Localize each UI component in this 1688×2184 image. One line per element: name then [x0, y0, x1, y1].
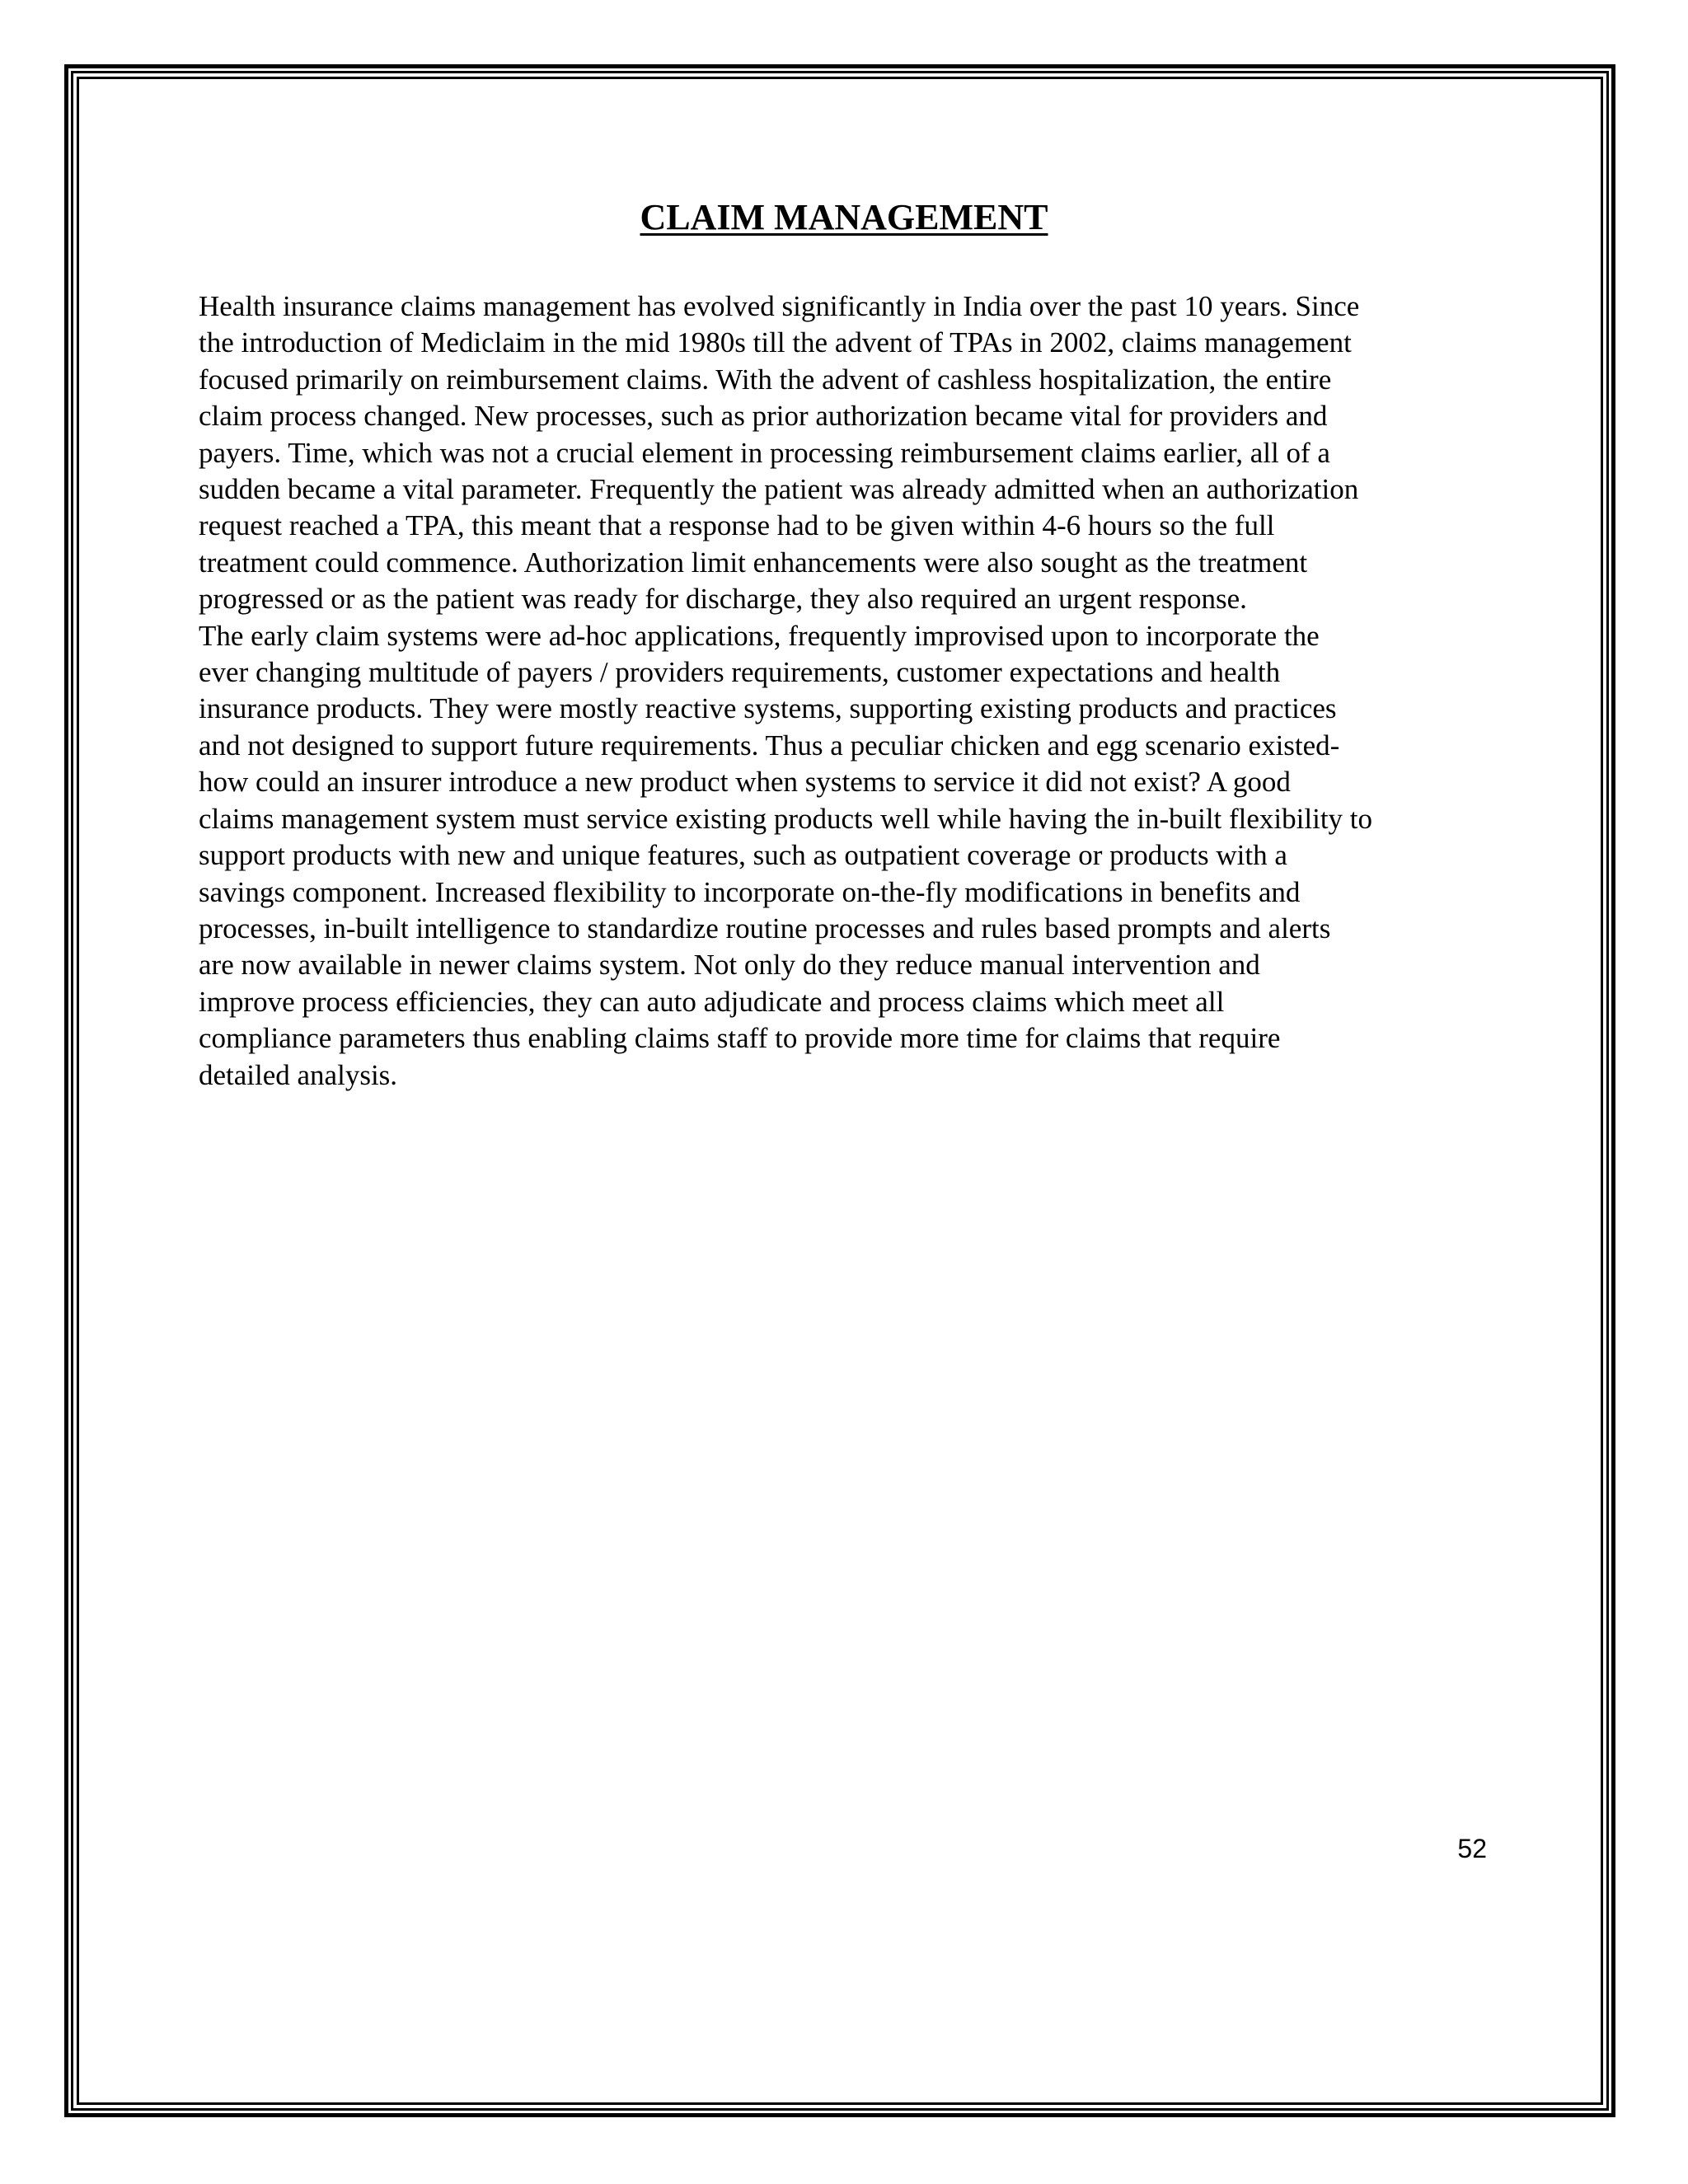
body-line: claims management system must service existing products well while having the in-built flexibility to [199, 802, 1373, 835]
body-line: focused primarily on reimbursement claims. With the advent of cashless hospitalization, the entire [199, 363, 1332, 396]
body-line: payers. Time, which was not a crucial element in processing reimbursement claims earlier, all of a [199, 436, 1330, 469]
body-line: The early claim systems were ad-hoc applications, frequently improvised upon to incorporate the [199, 619, 1320, 652]
body-line: are now available in newer claims system. Not only do they reduce manual intervention and [199, 949, 1260, 982]
body-paragraph [199, 288, 1517, 1094]
page-number: 52 [1457, 1834, 1487, 1863]
body-line: and not designed to support future requirements. Thus a peculiar chicken and egg scenario existed- [199, 729, 1340, 762]
body-line: processes, in-built intelligence to standardize routine processes and rules based prompts and alerts [199, 912, 1331, 944]
body-line: improve process efficiencies, they can auto adjudicate and process claims which meet all [199, 985, 1225, 1018]
body-line: savings component. Increased flexibility to incorporate on-the-fly modifications in benefits and [199, 875, 1301, 908]
body-line: progressed or as the patient was ready for discharge, they also required an urgent response. [199, 583, 1247, 616]
body-line: compliance parameters thus enabling claims staff to provide more time for claims that require [199, 1022, 1281, 1055]
body-line: detailed analysis. [199, 1058, 398, 1091]
body-line: the introduction of Mediclaim in the mid 1980s till the advent of TPAs in 2002, claims management [199, 326, 1352, 359]
page-title: CLAIM MANAGEMENT [640, 197, 1048, 237]
body-line: claim process changed. New processes, such as prior authorization became vital for providers and [199, 400, 1328, 433]
body-line: ever changing multitude of payers / providers requirements, customer expectations and health [199, 656, 1281, 689]
body-line: support products with new and unique features, such as outpatient coverage or products with a [199, 839, 1287, 872]
body-line: how could an insurer introduce a new product when systems to service it did not exist? A good [199, 766, 1291, 799]
body-line: sudden became a vital parameter. Frequently the patient was already admitted when an authorization [199, 473, 1359, 506]
body-line: treatment could commence. Authorization limit enhancements were also sought as the treatment [199, 546, 1308, 579]
body-line: Health insurance claims management has evolved significantly in India over the past 10 years. Since [199, 290, 1360, 322]
body-line: request reached a TPA, this meant that a response had to be given within 4-6 hours so the full [199, 509, 1275, 542]
body-line: insurance products. They were mostly reactive systems, supporting existing products and practices [199, 692, 1337, 725]
